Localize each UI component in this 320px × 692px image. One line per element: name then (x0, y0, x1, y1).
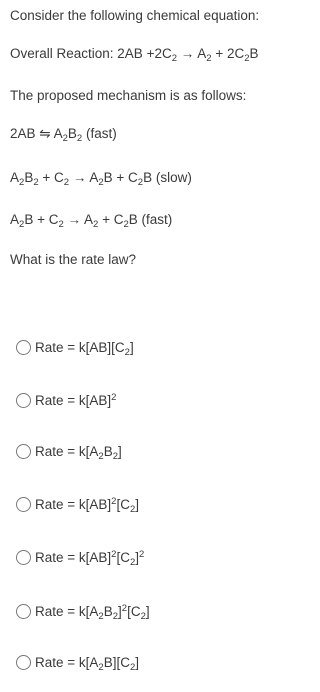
answer-option-label: Rate = $k[AB]^2[C_2]^2$ (35, 549, 145, 568)
answer-option-1[interactable] (16, 340, 134, 358)
answer-option-7[interactable] (16, 655, 140, 673)
radio-button[interactable] (16, 655, 31, 670)
question-intro: Consider the following chemical equation: (10, 8, 260, 23)
answer-option-label: Rate = k[AB]$^2$ (35, 392, 117, 408)
overall-reaction: Overall Reaction: $2AB +2C_2 \to A_2 + 2C_2B$ (10, 46, 259, 64)
mechanism-step-3: $A_2B + C_2 \to A_2 + C_2B$ (fast) (10, 212, 173, 230)
radio-button[interactable] (16, 497, 31, 512)
mechanism-step-1: 2AB ⇋ $A_2B_2$ (fast) (10, 126, 117, 144)
radio-button[interactable] (16, 550, 31, 565)
answer-option-2[interactable] (16, 393, 116, 408)
answer-option-4[interactable] (16, 496, 140, 515)
radio-button[interactable] (16, 444, 31, 459)
answer-option-5[interactable] (16, 549, 145, 568)
radio-button[interactable] (16, 340, 31, 355)
radio-button[interactable] (16, 393, 31, 408)
answer-option-label: Rate = $k[A_2B_2]$ (35, 444, 122, 462)
answer-option-label: Rate = $k[AB]^2[C_2]$ (35, 496, 140, 515)
answer-option-label: Rate = $k[A_2B][C_2]$ (35, 655, 140, 673)
answer-option-3[interactable] (16, 444, 122, 462)
answer-option-6[interactable] (16, 603, 150, 622)
mechanism-step-2: $A_2B_2 + C_2 \to A_2B + C_2B$ (slow) (10, 170, 192, 188)
mechanism-intro: The proposed mechanism is as follows: (10, 88, 247, 103)
answer-option-label: Rate = $k[AB][C_2]$ (35, 340, 134, 358)
answer-option-label: Rate = $k[A_2B_2]^2[C_2]$ (35, 603, 150, 622)
question-prompt: What is the rate law? (10, 252, 137, 267)
radio-button[interactable] (16, 604, 31, 619)
